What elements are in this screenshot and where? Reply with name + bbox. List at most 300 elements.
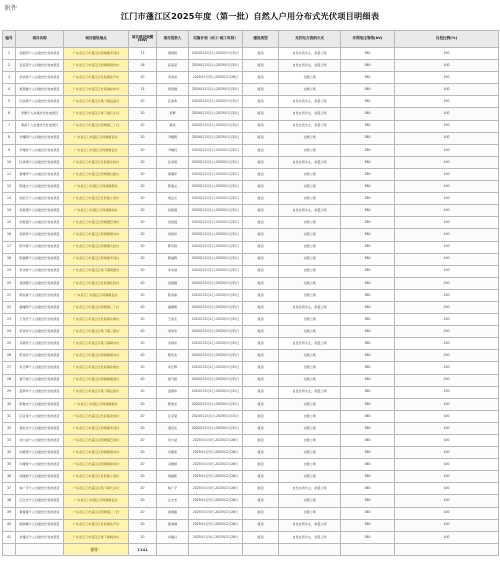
investor-cell: 胡启元 — [157, 193, 189, 205]
investor-cell: 容智强 — [157, 205, 189, 217]
project-address-cell: 广东省江门市蓬江区棠下镇桐井村 — [64, 531, 129, 543]
consumption-mode-cell: 自发自用为主，余量上网 — [279, 205, 341, 217]
schedule-cell: 2024年12月1日-2025年1月31日 — [189, 301, 243, 313]
consumption-mode-cell: 全额上网 — [279, 193, 341, 205]
table-row — [3, 362, 499, 374]
voltage-cell: 380 — [341, 241, 395, 253]
construction-type-cell: 屋顶 — [243, 507, 279, 519]
schedule-cell: 2024年12月1日-2025年1月31日 — [189, 350, 243, 362]
schedule-cell: 2024年11月1日-2025年1月31日 — [189, 84, 243, 96]
row-number-cell: 30 — [3, 398, 16, 410]
project-name-cell: 李群个人自建光伏发电项目 — [16, 108, 64, 120]
voltage-cell: 380 — [341, 447, 395, 459]
investor-cell: 黄庭 — [157, 120, 189, 132]
row-number-cell: 27 — [3, 362, 16, 374]
total-row — [3, 543, 499, 555]
self-investment-cell: 100 — [395, 60, 499, 72]
table-row — [3, 229, 499, 241]
schedule-cell: 2024年12月1日-2025年1月31日 — [189, 398, 243, 410]
voltage-cell: 380 — [341, 314, 395, 326]
table-row — [3, 60, 499, 72]
self-investment-cell: 100 — [395, 96, 499, 108]
row-number-cell: 26 — [3, 350, 16, 362]
investor-cell: 杨广平 — [157, 483, 189, 495]
investor-cell: 李伟华 — [157, 326, 189, 338]
consumption-mode-cell: 自发自用为主，余量上网 — [279, 48, 341, 60]
self-investment-cell: 100 — [395, 193, 499, 205]
investor-cell: 陈伟杰 — [157, 350, 189, 362]
row-number-cell: 20 — [3, 277, 16, 289]
self-investment-cell: 100 — [395, 495, 499, 507]
project-name-cell: 李伟华个人自建光伏发电项目 — [16, 326, 64, 338]
row-number-cell: 36 — [3, 471, 16, 483]
total-label-cell: 合计： — [64, 543, 129, 555]
table-row — [3, 398, 499, 410]
consumption-mode-cell: 全额上网 — [279, 229, 341, 241]
capacity-cell: 20 — [129, 519, 157, 531]
consumption-mode-cell: 自发自用为主，余量上网 — [279, 531, 341, 543]
schedule-cell: 2025年1月5日-2025年2月28日 — [189, 435, 243, 447]
consumption-mode-cell: 全额上网 — [279, 72, 341, 84]
consumption-mode-cell: 全额上网 — [279, 277, 341, 289]
capacity-cell: 20 — [129, 96, 157, 108]
table-row — [3, 507, 499, 519]
investor-cell: 李志辉 — [157, 362, 189, 374]
table-row — [3, 386, 499, 398]
header-cell: 项目建设规模(kW) — [129, 31, 157, 48]
voltage-cell: 380 — [341, 519, 395, 531]
construction-type-cell: 屋顶 — [243, 374, 279, 386]
capacity-cell: 20 — [129, 338, 157, 350]
self-investment-cell: 100 — [395, 120, 499, 132]
row-number-cell: 32 — [3, 422, 16, 434]
project-address-cell: 广东省江门市蓬江区杜阮镇龙榜村 — [64, 156, 129, 168]
self-investment-cell: 100 — [395, 253, 499, 265]
construction-type-cell: 屋顶 — [243, 398, 279, 410]
schedule-cell: 2024年12月1日-2025年1月31日 — [189, 277, 243, 289]
table-row — [3, 120, 499, 132]
project-name-cell: 区亚棠个人自建光伏发电项目 — [16, 410, 64, 422]
consumption-mode-cell: 全额上网 — [279, 132, 341, 144]
project-name-cell: 陈华锋个人自建光伏发电项目 — [16, 241, 64, 253]
row-number-cell: 3 — [3, 72, 16, 84]
project-name-cell: 陈福辉个人自建光伏发电项目 — [16, 253, 64, 265]
self-investment-cell: 100 — [395, 132, 499, 144]
project-address-cell: 广东省江门市蓬江区荷塘镇三丫村 — [64, 120, 129, 132]
project-address-cell: 广东省江门市蓬江区荷塘镇白藤村 — [64, 168, 129, 180]
table-row — [3, 96, 499, 108]
consumption-mode-cell: 全额上网 — [279, 495, 341, 507]
self-investment-cell: 100 — [395, 301, 499, 313]
construction-type-cell: 屋顶 — [243, 471, 279, 483]
consumption-mode-cell: 自发自用为主，余量上网 — [279, 120, 341, 132]
construction-type-cell: 屋顶 — [243, 229, 279, 241]
capacity-cell: 20 — [129, 531, 157, 543]
construction-type-cell: 屋顶 — [243, 277, 279, 289]
project-address-cell: 广东省江门市蓬江区荷塘镇禾冈村 — [64, 422, 129, 434]
self-investment-cell: 100 — [395, 483, 499, 495]
construction-type-cell: 屋顶 — [243, 48, 279, 60]
row-number-cell: 19 — [3, 265, 16, 277]
schedule-cell: 2025年1月5日-2025年2月28日 — [189, 471, 243, 483]
schedule-cell: 2024年12月1日-2025年1月31日 — [189, 60, 243, 72]
schedule-cell: 2024年12月1日-2025年1月31日 — [189, 410, 243, 422]
capacity-cell: 16 — [129, 60, 157, 72]
schedule-cell: 2024年12月1日-2025年1月31日 — [189, 241, 243, 253]
schedule-cell: 2025年1月5日-2025年2月28日 — [189, 507, 243, 519]
construction-type-cell: 屋顶 — [243, 205, 279, 217]
voltage-cell: 380 — [341, 386, 395, 398]
project-address-cell: 广东省江门市蓬江区荷塘镇南村 — [64, 205, 129, 217]
row-number-cell: 6 — [3, 108, 16, 120]
row-number-cell: 10 — [3, 156, 16, 168]
capacity-cell: 20 — [129, 132, 157, 144]
self-investment-cell: 100 — [395, 422, 499, 434]
self-investment-cell: 100 — [395, 410, 499, 422]
project-address-cell: 广东省江门市蓬江区荷塘镇霞村 — [64, 398, 129, 410]
self-investment-cell: 100 — [395, 168, 499, 180]
project-name-cell: 冯维泰个人自建光伏发电项目 — [16, 447, 64, 459]
consumption-mode-cell: 自发自用为主，余量上网 — [279, 60, 341, 72]
investor-cell: 谭炳阳 — [157, 48, 189, 60]
table-row — [3, 447, 499, 459]
project-address-cell: 广东省江门市蓬江区棠下镇石头村 — [64, 108, 129, 120]
investor-cell: 陈福辉 — [157, 253, 189, 265]
schedule-cell: 2025年1月5日-2025年2月28日 — [189, 495, 243, 507]
consumption-mode-cell: 全额上网 — [279, 350, 341, 362]
header-cell: 实施计划（动工-竣工时间） — [189, 31, 243, 48]
table-row — [3, 471, 499, 483]
construction-type-cell: 屋顶 — [243, 314, 279, 326]
project-address-cell: 广东省江门市蓬江区棠下镇良溪村 — [64, 386, 129, 398]
voltage-cell: 380 — [341, 265, 395, 277]
construction-type-cell: 屋顶 — [243, 217, 279, 229]
construction-type-cell: 屋顶 — [243, 531, 279, 543]
project-address-cell: 广东省江门市蓬江区棠下镇天乡村 — [64, 483, 129, 495]
voltage-cell: 380 — [341, 301, 395, 313]
construction-type-cell: 屋顶 — [243, 60, 279, 72]
schedule-cell: 2025年1月5日-2025年2月28日 — [189, 519, 243, 531]
total-blank-cell — [243, 543, 279, 555]
project-name-cell: 冯雅婷个人自建光伏发电项目 — [16, 459, 64, 471]
project-address-cell: 广东省江门市蓬江区荷塘镇塔岗村 — [64, 459, 129, 471]
consumption-mode-cell: 自发自用为主，余量上网 — [279, 108, 341, 120]
investor-cell: 温锦华 — [157, 386, 189, 398]
capacity-cell: 20 — [129, 205, 157, 217]
schedule-cell: 2024年12月1日-2025年1月31日 — [189, 132, 243, 144]
investor-cell: 谭启达 — [157, 422, 189, 434]
table-row — [3, 253, 499, 265]
project-name-cell: 陈家豪个人自建光伏发电项目 — [16, 289, 64, 301]
investor-cell: 李永财 — [157, 265, 189, 277]
project-name-cell: 谭启达个人自建光伏发电项目 — [16, 422, 64, 434]
row-number-cell: 23 — [3, 314, 16, 326]
voltage-cell: 380 — [341, 48, 395, 60]
project-address-cell: 广东省江门市蓬江区棠下镇桐井村 — [64, 338, 129, 350]
header-cell: 项目名称 — [16, 31, 64, 48]
capacity-cell: 20 — [129, 120, 157, 132]
consumption-mode-cell: 全额上网 — [279, 410, 341, 422]
project-name-cell: 袁国强个人自建光伏发电项目 — [16, 277, 64, 289]
project-address-cell: 广东省江门市蓬江区荷塘镇良村 — [64, 132, 129, 144]
total-blank-cell — [189, 543, 243, 555]
consumption-mode-cell: 全额上网 — [279, 507, 341, 519]
investor-cell: 黄乃裕 — [157, 374, 189, 386]
voltage-cell: 380 — [341, 205, 395, 217]
investor-cell: 区卓棠 — [157, 156, 189, 168]
construction-type-cell: 屋顶 — [243, 483, 279, 495]
row-number-cell: 41 — [3, 531, 16, 543]
self-investment-cell: 100 — [395, 362, 499, 374]
construction-type-cell: 屋顶 — [243, 84, 279, 96]
project-name-cell: 谢耀明个人自建光伏发电项目 — [16, 301, 64, 313]
capacity-cell: 20 — [129, 350, 157, 362]
project-address-cell: 广东省江门市蓬江区棠下镇三堡村 — [64, 326, 129, 338]
project-name-cell: 陈建文个人自建光伏发电项目 — [16, 181, 64, 193]
project-address-cell: 广东省江门市蓬江区荷塘镇篁湾村 — [64, 217, 129, 229]
table-row — [3, 132, 499, 144]
consumption-mode-cell: 自发自用为主，余量上网 — [279, 96, 341, 108]
capacity-cell: 20 — [129, 289, 157, 301]
consumption-mode-cell: 全额上网 — [279, 471, 341, 483]
construction-type-cell: 屋顶 — [243, 156, 279, 168]
row-number-cell: 15 — [3, 217, 16, 229]
self-investment-cell: 100 — [395, 277, 499, 289]
table-row — [3, 72, 499, 84]
self-investment-cell: 100 — [395, 459, 499, 471]
construction-type-cell: 屋顶 — [243, 193, 279, 205]
total-blank-cell — [16, 543, 64, 555]
consumption-mode-cell: 全额上网 — [279, 289, 341, 301]
self-investment-cell: 100 — [395, 314, 499, 326]
voltage-cell: 380 — [341, 144, 395, 156]
consumption-mode-cell: 自发自用为主，余量上网 — [279, 483, 341, 495]
header-cell: 并网电压等级(kV) — [341, 31, 395, 48]
investor-cell: 陈华锋 — [157, 241, 189, 253]
row-number-cell: 8 — [3, 132, 16, 144]
investor-cell: 何大斌 — [157, 435, 189, 447]
project-address-cell: 广东省江门市蓬江区棠下镇良溪村 — [64, 96, 129, 108]
voltage-cell: 380 — [341, 277, 395, 289]
self-investment-cell: 100 — [395, 507, 499, 519]
table-row — [3, 338, 499, 350]
voltage-cell: 380 — [341, 471, 395, 483]
consumption-mode-cell: 全额上网 — [279, 447, 341, 459]
voltage-cell: 380 — [341, 495, 395, 507]
row-number-cell: 33 — [3, 435, 16, 447]
row-number-cell: 12 — [3, 181, 16, 193]
investor-cell: 区润欢 — [157, 96, 189, 108]
consumption-mode-cell: 全额上网 — [279, 84, 341, 96]
voltage-cell: 380 — [341, 398, 395, 410]
investor-cell: 陈建文 — [157, 181, 189, 193]
capacity-cell: 20 — [129, 386, 157, 398]
schedule-cell: 2024年12月1日-2025年1月31日 — [189, 338, 243, 350]
capacity-cell: 20 — [129, 193, 157, 205]
self-investment-cell: 100 — [395, 435, 499, 447]
consumption-mode-cell: 全额上网 — [279, 398, 341, 410]
voltage-cell: 380 — [341, 253, 395, 265]
voltage-cell: 380 — [341, 72, 395, 84]
capacity-cell: 20 — [129, 156, 157, 168]
project-address-cell: 广东省江门市蓬江区杜阮镇北芦村 — [64, 519, 129, 531]
project-address-cell: 广东省江门市蓬江区杜阮镇井根村 — [64, 362, 129, 374]
header-cell: 建设类型 — [243, 31, 279, 48]
project-address-cell: 广东省江门市蓬江区杜阮镇杜阮村 — [64, 277, 129, 289]
project-name-cell: 何大斌个人自建光伏发电项目 — [16, 435, 64, 447]
voltage-cell: 380 — [341, 96, 395, 108]
voltage-cell: 380 — [341, 459, 395, 471]
header-cell: 项目建设地点 — [64, 31, 129, 48]
construction-type-cell: 屋顶 — [243, 519, 279, 531]
investor-cell: 刘荣祥 — [157, 229, 189, 241]
project-name-cell: 张家荣个人自建光伏发电项目 — [16, 60, 64, 72]
construction-type-cell: 屋顶 — [243, 253, 279, 265]
construction-type-cell: 屋顶 — [243, 132, 279, 144]
schedule-cell: 2024年12月1日-2025年1月31日 — [189, 326, 243, 338]
project-address-cell: 广东省江门市蓬江区杜阮镇北芦村 — [64, 72, 129, 84]
voltage-cell: 380 — [341, 229, 395, 241]
self-investment-cell: 100 — [395, 181, 499, 193]
project-name-cell: 黄耀军个人自建光伏发电项目 — [16, 168, 64, 180]
investor-cell: 袁国强 — [157, 277, 189, 289]
voltage-cell: 380 — [341, 362, 395, 374]
consumption-mode-cell: 自发自用为主，余量上网 — [279, 519, 341, 531]
project-name-cell: 尹耀明个人自建光伏发电项目 — [16, 132, 64, 144]
self-investment-cell: 100 — [395, 326, 499, 338]
project-name-cell: 李沛堂个人自建光伏发电项目 — [16, 72, 64, 84]
construction-type-cell: 屋顶 — [243, 265, 279, 277]
self-investment-cell: 100 — [395, 386, 499, 398]
table-row — [3, 374, 499, 386]
project-name-cell: 区卓棠个人自建光伏发电项目 — [16, 156, 64, 168]
construction-type-cell: 屋顶 — [243, 120, 279, 132]
capacity-cell: 20 — [129, 181, 157, 193]
project-name-cell: 李志辉个人自建光伏发电项目 — [16, 362, 64, 374]
table-row — [3, 205, 499, 217]
project-address-cell: 广东省江门市蓬江区杜阮镇木朗村 — [64, 314, 129, 326]
self-investment-cell: 100 — [395, 48, 499, 60]
voltage-cell: 380 — [341, 108, 395, 120]
investor-cell: 陈俊杰 — [157, 398, 189, 410]
project-name-cell: 邓锦泉个人自建光伏发电项目 — [16, 338, 64, 350]
row-number-cell: 37 — [3, 483, 16, 495]
construction-type-cell: 屋顶 — [243, 422, 279, 434]
voltage-cell: 380 — [341, 168, 395, 180]
project-address-cell: 广东省江门市蓬江区荷塘镇三丫村 — [64, 507, 129, 519]
total-blank-cell — [395, 543, 499, 555]
construction-type-cell: 屋顶 — [243, 108, 279, 120]
row-number-cell: 39 — [3, 507, 16, 519]
voltage-cell: 380 — [341, 181, 395, 193]
consumption-mode-cell: 全额上网 — [279, 314, 341, 326]
capacity-cell: 20 — [129, 495, 157, 507]
consumption-mode-cell: 全额上网 — [279, 168, 341, 180]
total-blank-cell — [341, 543, 395, 555]
schedule-cell: 2025年1月5日-2025年2月28日 — [189, 72, 243, 84]
capacity-cell: 20 — [129, 447, 157, 459]
capacity-cell: 15 — [129, 84, 157, 96]
voltage-cell: 380 — [341, 84, 395, 96]
row-number-cell: 18 — [3, 253, 16, 265]
consumption-mode-cell: 自发自用为主，余量上网 — [279, 156, 341, 168]
self-investment-cell: 100 — [395, 144, 499, 156]
consumption-mode-cell: 全额上网 — [279, 265, 341, 277]
investor-cell: 江志杰 — [157, 495, 189, 507]
project-name-cell: 肖耀兴个人自建光伏发电项目 — [16, 531, 64, 543]
row-number-cell: 24 — [3, 326, 16, 338]
investor-cell: 冯雅婷 — [157, 459, 189, 471]
construction-type-cell: 屋顶 — [243, 96, 279, 108]
voltage-cell: 380 — [341, 422, 395, 434]
investor-cell: 肖耀兴 — [157, 531, 189, 543]
table-row — [3, 301, 499, 313]
project-name-cell: 陈伟杰个人自建光伏发电项目 — [16, 350, 64, 362]
investor-cell: 黄恩楠 — [157, 84, 189, 96]
project-name-cell: 尹耀柱个人自建光伏发电项目 — [16, 144, 64, 156]
investor-cell: 胡建新 — [157, 471, 189, 483]
row-number-cell: 35 — [3, 459, 16, 471]
schedule-cell: 2024年12月1日-2025年1月31日 — [189, 422, 243, 434]
voltage-cell: 380 — [341, 531, 395, 543]
row-number-cell: 17 — [3, 241, 16, 253]
schedule-cell: 2025年1月5日-2025年2月28日 — [189, 459, 243, 471]
schedule-cell: 2024年12月1日-2025年1月31日 — [189, 205, 243, 217]
table-row — [3, 289, 499, 301]
self-investment-cell: 100 — [395, 350, 499, 362]
project-address-cell: 广东省江门市蓬江区荷塘镇良村 — [64, 289, 129, 301]
self-investment-cell: 100 — [395, 156, 499, 168]
table-row — [3, 108, 499, 120]
schedule-cell: 2024年12月1日-2025年1月31日 — [189, 144, 243, 156]
consumption-mode-cell: 全额上网 — [279, 362, 341, 374]
table-row — [3, 277, 499, 289]
voltage-cell: 380 — [341, 120, 395, 132]
project-address-cell: 广东省江门市蓬江区荷塘镇塔岗村 — [64, 447, 129, 459]
self-investment-cell: 100 — [395, 289, 499, 301]
investor-cell: 区亚棠 — [157, 410, 189, 422]
project-address-cell: 广东省江门市蓬江区荷塘镇塔岗村 — [64, 229, 129, 241]
capacity-cell: 13 — [129, 48, 157, 60]
schedule-cell: 2024年12月1日-2025年1月31日 — [189, 229, 243, 241]
header-cell: 光伏电力消纳方式 — [279, 31, 341, 48]
capacity-cell: 20 — [129, 435, 157, 447]
project-name-cell: 容智强个人自建光伏发电项目 — [16, 205, 64, 217]
schedule-cell: 2024年12月1日-2025年1月31日 — [189, 96, 243, 108]
schedule-cell: 2024年12月1日-2025年1月31日 — [189, 168, 243, 180]
investor-cell: 冯维泰 — [157, 447, 189, 459]
project-name-cell: 刘荣祥个人自建光伏发电项目 — [16, 229, 64, 241]
row-number-cell: 38 — [3, 495, 16, 507]
schedule-cell: 2024年12月1日-2025年1月31日 — [189, 253, 243, 265]
table-header-row — [3, 31, 499, 48]
table-row — [3, 519, 499, 531]
self-investment-cell: 100 — [395, 205, 499, 217]
project-address-cell: 广东省江门市蓬江区荷塘镇塔岗村 — [64, 350, 129, 362]
voltage-cell: 380 — [341, 217, 395, 229]
table-row — [3, 410, 499, 422]
investor-cell: 尹耀明 — [157, 132, 189, 144]
construction-type-cell: 屋顶 — [243, 241, 279, 253]
consumption-mode-cell: 全额上网 — [279, 217, 341, 229]
row-number-cell: 28 — [3, 374, 16, 386]
capacity-cell: 20 — [129, 422, 157, 434]
table-row — [3, 217, 499, 229]
table-row — [3, 495, 499, 507]
construction-type-cell: 屋顶 — [243, 289, 279, 301]
schedule-cell: 2025年1月5日-2025年2月28日 — [189, 483, 243, 495]
project-address-cell: 广东省江门市蓬江区荷塘镇三丫村 — [64, 301, 129, 313]
